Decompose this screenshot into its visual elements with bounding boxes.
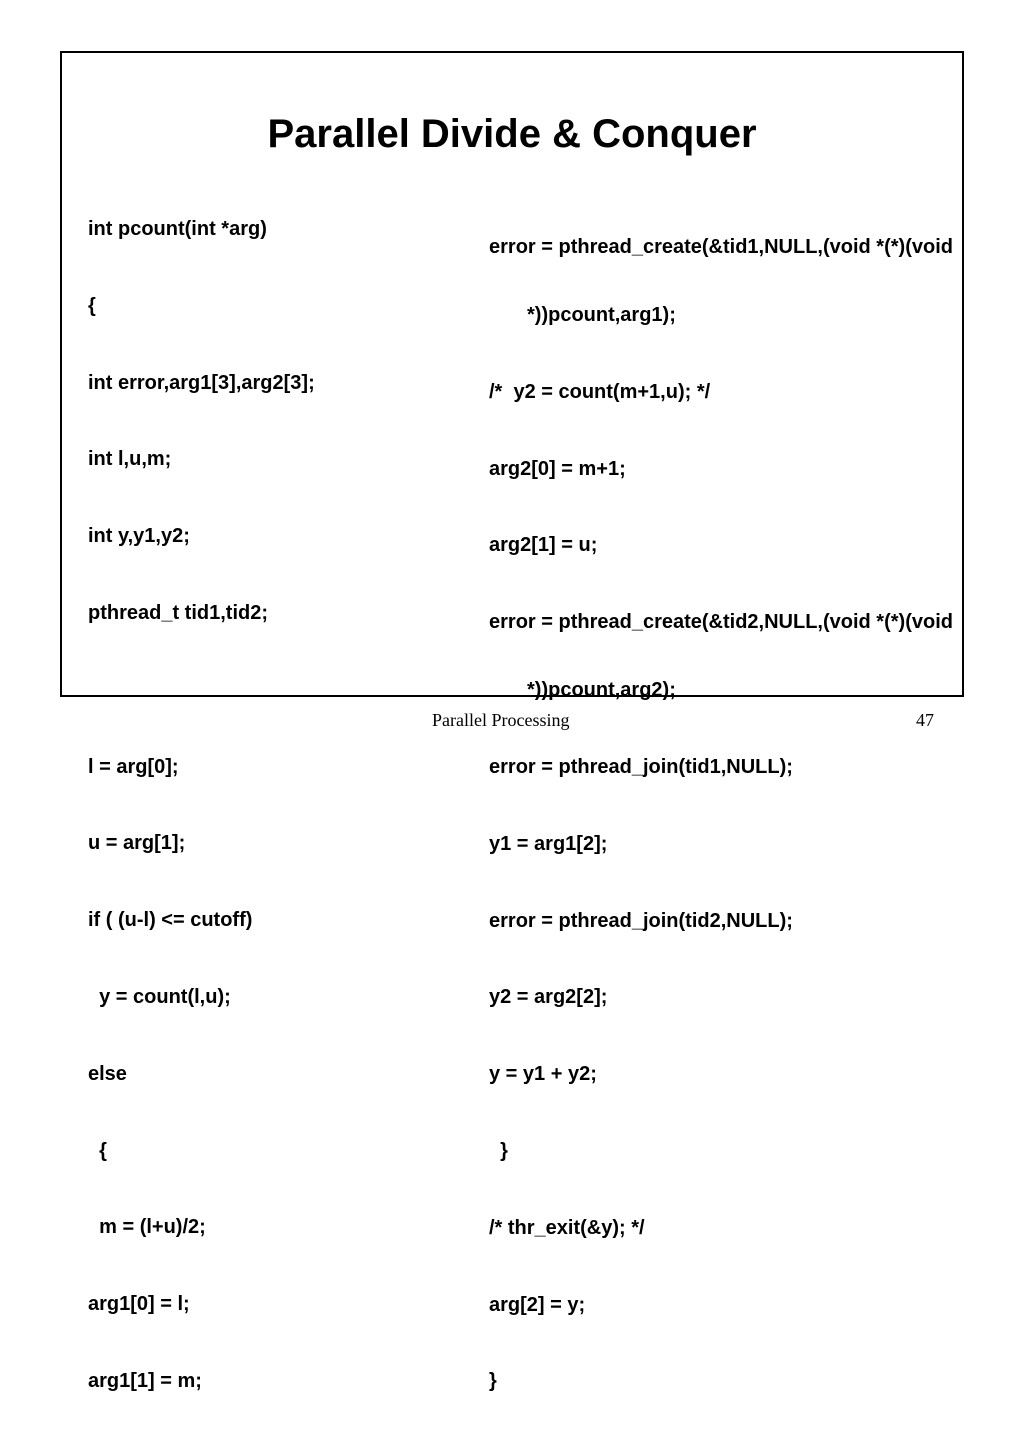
code-line: y2 = arg2[2]; <box>489 986 608 1009</box>
code-comment: /* thr_exit(&y); */ <box>489 1216 645 1239</box>
code-line: { <box>88 294 96 317</box>
code-line: else <box>88 1062 127 1085</box>
code-line: arg2[0] = m+1; <box>489 457 626 480</box>
code-line: error = pthread_create(&tid2,NULL,(void *(*)(void <box>489 611 953 634</box>
code-line: y = count(l,u); <box>88 985 231 1008</box>
code-line: int pcount(int *arg) <box>88 218 267 240</box>
page-number: 47 <box>916 710 934 730</box>
code-line: error = pthread_join(tid1,NULL); <box>489 755 793 778</box>
code-line: arg1[1] = m; <box>88 1369 202 1392</box>
code-right-column <box>489 192 1019 1447</box>
code-line: int y,y1,y2; <box>88 525 190 548</box>
code-left-column <box>88 174 315 1447</box>
code-line: int error,arg1[3],arg2[3]; <box>88 371 315 394</box>
code-line: if ( (u-l) <= cutoff) <box>88 909 253 932</box>
code-line: error = pthread_create(&tid1,NULL,(void *(*)(void <box>489 236 953 258</box>
footer-label: Parallel Processing <box>432 710 570 730</box>
code-line: arg2[1] = u; <box>489 534 598 557</box>
code-blank-line <box>88 679 315 701</box>
slide-title: Parallel Divide & Conquer <box>267 112 757 156</box>
code-line-continuation: *))pcount,arg1); <box>527 304 676 326</box>
code-line: { <box>88 1139 107 1162</box>
code-line: y = y1 + y2; <box>489 1063 597 1086</box>
code-line: y1 = arg1[2]; <box>489 832 608 855</box>
code-line-continuation: *))pcount,arg2); <box>527 679 676 702</box>
code-line: error = pthread_join(tid2,NULL); <box>489 909 793 932</box>
code-line: u = arg[1]; <box>88 832 186 855</box>
code-line: arg1[0] = l; <box>88 1293 190 1316</box>
code-line: m = (l+u)/2; <box>88 1216 206 1239</box>
code-line: arg[2] = y; <box>489 1293 586 1316</box>
code-line: l = arg[0]; <box>88 755 179 778</box>
code-line: pthread_t tid1,tid2; <box>88 601 269 624</box>
code-comment: /* y2 = count(m+1,u); */ <box>489 380 711 403</box>
code-line: int l,u,m; <box>88 448 172 471</box>
code-line: } <box>489 1139 508 1162</box>
code-line: } <box>489 1370 497 1393</box>
